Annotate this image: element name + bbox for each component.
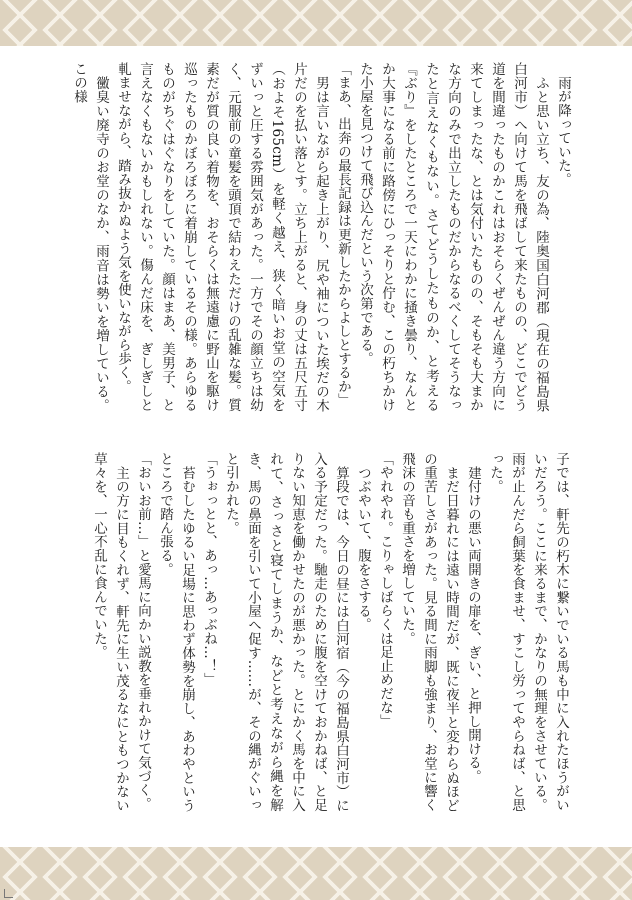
dialogue-line: 「うぉっとと、あっ…あっぶね…！」 — [201, 452, 217, 687]
dialogue-line: 「まあ、出奔の最長記録は更新したからよしとするか」 — [335, 62, 351, 407]
paragraph: 苔むしたゆるい足場に思わず体勢を崩し、あわやというところで踏ん張る。 — [157, 452, 195, 812]
paragraph: 算段では、今日の昼には白河宿（今の福島県白河市）に入る予定だった。馳走のために腹を空けておかねば、と足りない知恵を働かせたのが悪かった。とにかく馬を中に入れて、さっさと寝てしまうか、などと考えながら縄を解き、馬の鼻面を引いて小屋へ促す……が、その縄がぐいっと引かれた。 — [223, 452, 349, 812]
paragraph: 主の方に目もくれず、軒先に生い茂るなにともつかない草々を、一心不乱に食んでいた。 — [91, 452, 129, 812]
top-decorative-band — [0, 0, 632, 46]
paragraph: 子では、軒先の朽木に繋いでいる馬も中に入れたほうがいいだろう。ここに来るまで、かなりの無理をさせている。雨が止んだら飼葉を食ませ、すこし労ってやらねば、と思った。 — [487, 452, 569, 812]
upper-text-block — [71, 62, 574, 412]
dialogue-line: 「おいお前…」と愛馬に向かい説教を垂れかけて気づく。 — [135, 452, 151, 811]
paragraph: つぶやいて、腹をさする。 — [355, 465, 371, 632]
paragraph: 男は言いながら起き上がり、尻や袖についた埃だの木片だのを払い落とす。立ち上がると、身の丈は五尺五寸（およそ165cm）を軽く越え、狭く暗いお堂の空気をずいっと圧する雰囲気があった。一方でその顔立ちは幼く、元服前の童髪を頭頂で結わえただけの乱雑な髪。質素だが質の良い着物を、おそらくは無遠慮に野山を駆け巡ったものかぼろぼろに着崩しているその様。あらゆるものがちぐはぐなりをしていた。顔はまあ、美男子、と言えなくもないかもしれない。傷んだ床を、ぎしぎしと軋ませながら、踏み抜かぬよう気を使いながら歩く。 — [115, 62, 329, 412]
paragraph: 建付けの悪い両開きの扉を、ぎい、と押し開ける。 — [465, 465, 481, 783]
dialogue-line: 「やれやれ。こりゃしばらくは足止めだな」 — [377, 452, 393, 728]
bottom-decorative-band — [0, 847, 632, 900]
crop-mark — [4, 889, 13, 898]
paragraph: 黴臭い廃寺のお堂のなか、雨音は勢いを増している。この様 — [71, 62, 109, 412]
paragraph: まだ日暮れには遠い時間だが、既に夜半と変わらぬほどの重苦しさがあった。見る間に雨脚も強まり、お堂に響く飛沫の音も重さを増していた。 — [399, 452, 459, 812]
paragraph: 雨が降っていた。 — [555, 75, 571, 186]
paragraph: ふと思い立ち、友の為、陸奥国白河郡（現在の福島県白河市）へ向けて馬を飛ばして来たものの、どこでどう道を間違ったものかこれはおそらくぜんぜん違う方向に来てしまったな、とは気付いたものの、そもそも大まかな方向のみで出立したものだからなるべくしてそうなったと言えなくもない。さてどうしたものか、と考える『ぶり』をしたところで一天にわかに掻き曇り、なんとか大事になる前に路傍にひっそりと佇む、この朽ちかけた小屋を見つけて飛び込んだという次第である。 — [357, 62, 549, 412]
lower-text-block — [62, 452, 572, 812]
